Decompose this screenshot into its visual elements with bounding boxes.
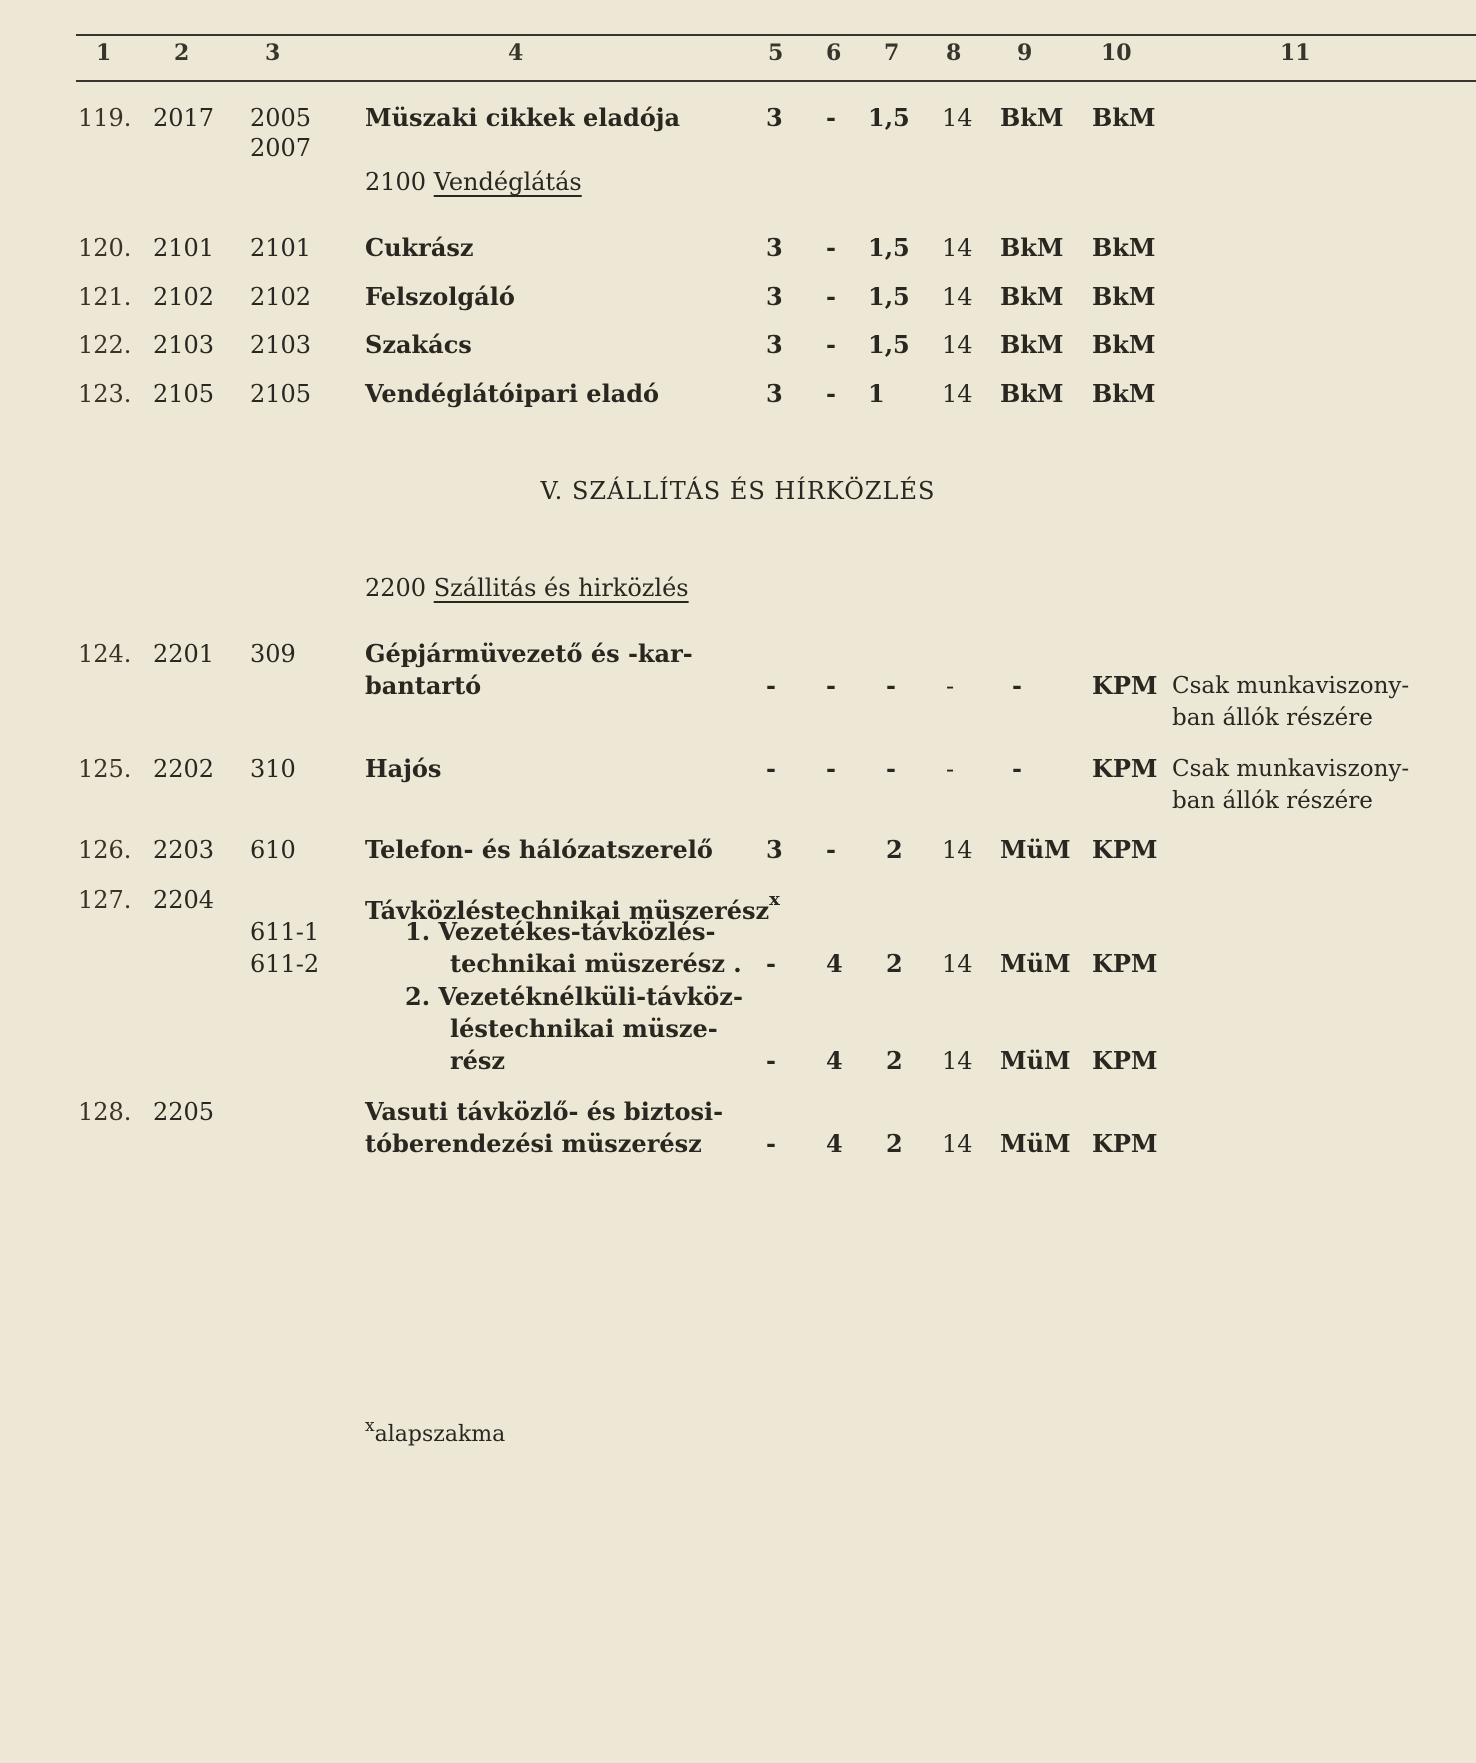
cell-col6: - <box>826 835 836 864</box>
cell-col3: 2101 <box>250 234 312 262</box>
cell-col3: 2103 <box>250 331 312 359</box>
cell-col9: BkM <box>1000 379 1064 408</box>
cell-col3: 2105 <box>250 380 312 408</box>
cell-occupation: Müszaki cikkek eladója <box>365 103 681 132</box>
cell-occupation: Szakács <box>365 330 472 359</box>
cell-col10: KPM <box>1092 754 1158 783</box>
cell-col9: MüM <box>1000 835 1071 864</box>
cell-col8: 14 <box>942 1130 973 1158</box>
cell-col10: KPM <box>1092 949 1158 978</box>
cell-col2: 2203 <box>153 836 215 864</box>
col-header-4: 4 <box>508 40 524 66</box>
cell-col5: 3 <box>766 330 783 359</box>
cell-col5: - <box>766 949 776 978</box>
cell-col10: BkM <box>1092 330 1156 359</box>
cell-note: Csak munkaviszony- <box>1172 756 1410 782</box>
cell-col2: 2201 <box>153 640 215 668</box>
cell-col3: 2102 <box>250 283 312 311</box>
footnote <box>365 1416 505 1447</box>
cell-col9: - <box>1012 754 1022 783</box>
cell-col7: - <box>886 754 896 783</box>
section-title: V. SZÁLLÍTÁS ÉS HÍRKÖZLÉS <box>540 477 936 505</box>
row-number: 122. <box>78 331 132 359</box>
cell-col9: BkM <box>1000 282 1064 311</box>
row-number: 124. <box>78 640 132 668</box>
cell-col7: 1,5 <box>868 103 910 132</box>
footnote-mark: x <box>769 889 780 910</box>
cell-occupation-cont: bantartó <box>365 671 482 700</box>
cell-col2: 2205 <box>153 1098 215 1126</box>
cell-col7: 1 <box>868 379 885 408</box>
cell-sub-occupation: 1. Vezetékes-távközlés- <box>405 917 716 946</box>
cell-col3: 310 <box>250 755 296 783</box>
row-number: 127. <box>78 886 132 914</box>
cell-col6: - <box>826 379 836 408</box>
row-number: 119. <box>78 104 132 132</box>
cell-col7: 1,5 <box>868 330 910 359</box>
cell-col6: - <box>826 282 836 311</box>
row-number: 123. <box>78 380 132 408</box>
cell-occupation: Vendéglátóipari eladó <box>365 379 660 408</box>
table-top-rule <box>76 34 1476 36</box>
cell-col10: KPM <box>1092 671 1158 700</box>
subheading-code: 2100 <box>365 168 427 196</box>
cell-col8: 14 <box>942 331 973 359</box>
subheading-szallitas <box>365 574 689 602</box>
cell-col2: 2017 <box>153 104 215 132</box>
col-header-6: 6 <box>826 40 842 66</box>
cell-col9: BkM <box>1000 103 1064 132</box>
cell-sub-occupation-cont: léstechnikai müsze- <box>450 1014 718 1043</box>
cell-col3-second: 611-2 <box>250 950 320 978</box>
cell-col7: 2 <box>886 949 903 978</box>
cell-col8: - <box>946 672 955 700</box>
cell-col6: - <box>826 103 836 132</box>
cell-col6: 4 <box>826 1129 843 1158</box>
cell-note-cont: ban állók részére <box>1172 788 1373 814</box>
cell-col3: 309 <box>250 640 296 668</box>
subheading-title: Vendéglátás <box>433 168 582 196</box>
cell-col9: BkM <box>1000 233 1064 262</box>
subheading-code: 2200 <box>365 574 427 602</box>
cell-col5: 3 <box>766 379 783 408</box>
cell-col6: - <box>826 233 836 262</box>
row-number: 126. <box>78 836 132 864</box>
table-header-rule <box>76 80 1476 82</box>
footnote-text: alapszakma <box>374 1422 506 1447</box>
cell-occupation: Gépjármüvezető és -kar- <box>365 639 693 668</box>
col-header-1: 1 <box>96 40 112 66</box>
cell-col10: BkM <box>1092 233 1156 262</box>
cell-col6: 4 <box>826 949 843 978</box>
cell-col9: BkM <box>1000 330 1064 359</box>
cell-occupation: Felszolgáló <box>365 282 515 311</box>
cell-col6: - <box>826 330 836 359</box>
cell-col2: 2103 <box>153 331 215 359</box>
cell-col10: KPM <box>1092 1046 1158 1075</box>
cell-col9: MüM <box>1000 949 1071 978</box>
row-number: 121. <box>78 283 132 311</box>
cell-occupation: Telefon- és hálózatszerelő <box>365 835 713 864</box>
cell-col9: - <box>1012 671 1022 700</box>
cell-col3: 611-1 <box>250 918 320 946</box>
col-header-8: 8 <box>946 40 962 66</box>
cell-col2: 2204 <box>153 886 215 914</box>
cell-note-cont: ban állók részére <box>1172 705 1373 731</box>
col-header-10: 10 <box>1101 40 1132 66</box>
cell-col2: 2102 <box>153 283 215 311</box>
col-header-5: 5 <box>768 40 784 66</box>
occupation-text: Távközléstechnikai müszerész <box>365 896 770 925</box>
col-header-9: 9 <box>1017 40 1033 66</box>
cell-occupation-cont: tóberendezési müszerész <box>365 1129 702 1158</box>
cell-note: Csak munkaviszony- <box>1172 673 1410 699</box>
cell-sub-occupation-cont: technikai müszerész . <box>450 949 742 978</box>
cell-col5: 3 <box>766 103 783 132</box>
cell-occupation: Cukrász <box>365 233 474 262</box>
cell-col8: 14 <box>942 104 973 132</box>
subheading-title: Szállitás és hirközlés <box>433 574 689 602</box>
cell-col5: 3 <box>766 835 783 864</box>
footnote-mark: x <box>365 1416 375 1436</box>
col-header-2: 2 <box>174 40 190 66</box>
row-number: 128. <box>78 1098 132 1126</box>
row-number: 120. <box>78 234 132 262</box>
cell-col7: 2 <box>886 835 903 864</box>
cell-col6: - <box>826 754 836 783</box>
cell-col3: 610 <box>250 836 296 864</box>
row-number: 125. <box>78 755 132 783</box>
cell-col10: KPM <box>1092 835 1158 864</box>
cell-col2: 2105 <box>153 380 215 408</box>
cell-col3: 2005 <box>250 104 312 132</box>
cell-col5: 3 <box>766 233 783 262</box>
cell-col6: - <box>826 671 836 700</box>
cell-col6: 4 <box>826 1046 843 1075</box>
subheading-vendeglatas <box>365 168 582 196</box>
cell-col7: - <box>886 671 896 700</box>
cell-col8: 14 <box>942 380 973 408</box>
cell-col8: 14 <box>942 1047 973 1075</box>
cell-sub-occupation-cont: rész <box>450 1046 506 1075</box>
col-header-3: 3 <box>265 40 281 66</box>
cell-col7: 1,5 <box>868 282 910 311</box>
cell-col2: 2202 <box>153 755 215 783</box>
cell-col8: - <box>946 755 955 783</box>
cell-col9: MüM <box>1000 1046 1071 1075</box>
cell-col5: - <box>766 1046 776 1075</box>
cell-occupation: Vasuti távközlő- és biztosi- <box>365 1097 724 1126</box>
cell-col5: - <box>766 671 776 700</box>
cell-occupation: Hajós <box>365 754 442 783</box>
cell-col8: 14 <box>942 283 973 311</box>
cell-col10: BkM <box>1092 103 1156 132</box>
cell-col5: 3 <box>766 282 783 311</box>
cell-col8: 14 <box>942 234 973 262</box>
cell-col7: 2 <box>886 1046 903 1075</box>
cell-col8: 14 <box>942 836 973 864</box>
col-header-7: 7 <box>884 40 900 66</box>
cell-col10: BkM <box>1092 282 1156 311</box>
cell-col2: 2101 <box>153 234 215 262</box>
cell-sub-occupation: 2. Vezetéknélküli-távköz- <box>405 982 743 1011</box>
cell-col3-second: 2007 <box>250 134 312 162</box>
cell-col9: MüM <box>1000 1129 1071 1158</box>
col-header-11: 11 <box>1280 40 1311 66</box>
cell-col7: 2 <box>886 1129 903 1158</box>
cell-col10: KPM <box>1092 1129 1158 1158</box>
cell-col5: - <box>766 754 776 783</box>
cell-col5: - <box>766 1129 776 1158</box>
cell-col10: BkM <box>1092 379 1156 408</box>
cell-col7: 1,5 <box>868 233 910 262</box>
cell-col8: 14 <box>942 950 973 978</box>
